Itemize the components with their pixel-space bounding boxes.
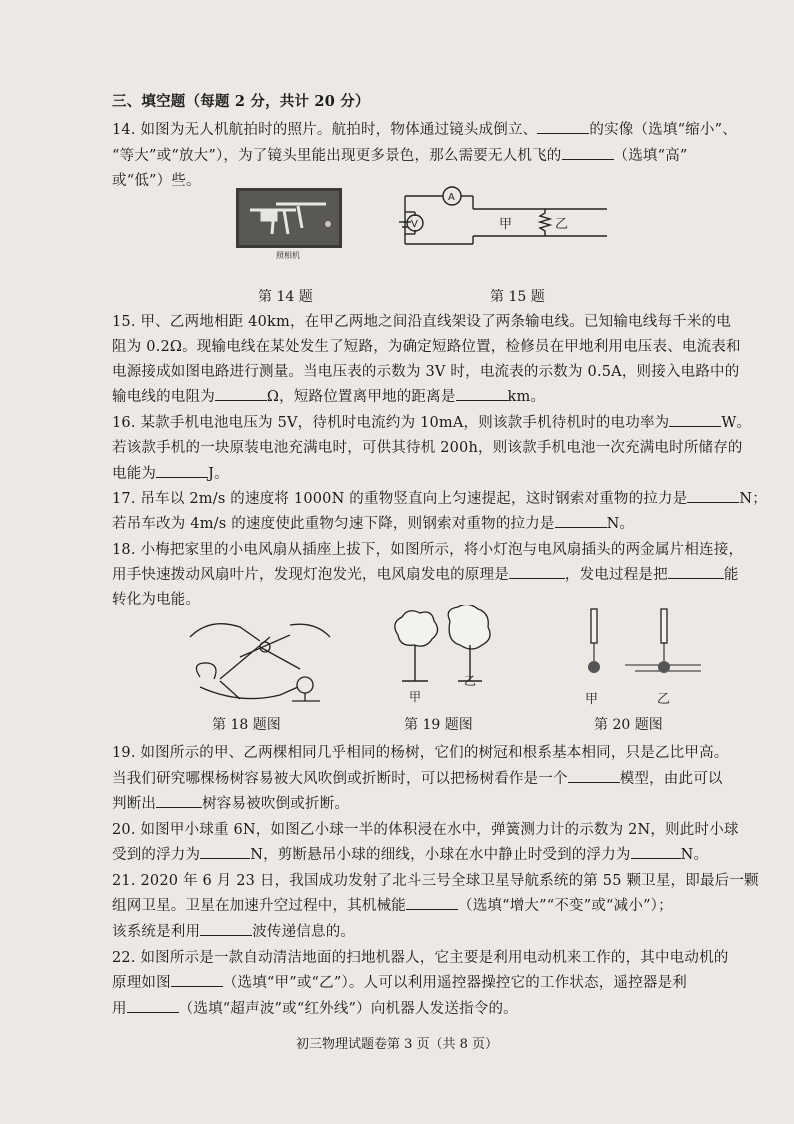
q19-line2 [112, 767, 723, 788]
caption-fig18: 第 18 题图 [212, 717, 281, 733]
q16-text: 16. 某款手机电池电压为 5V，待机时电流约为 10mA，则该款手机待机时的电功率为 [112, 415, 670, 431]
q17-line1 [112, 487, 767, 508]
q17-text: 若吊车改为 4m/s 的速度使此重物匀速下降，则钢索对重物的拉力是 [112, 516, 555, 532]
q16-text: W。 [721, 415, 752, 431]
q21-line2 [112, 894, 673, 915]
fig19-jia-label: 甲 [409, 690, 422, 704]
q22-text: 用 [112, 1001, 127, 1017]
q20-text: N，剪断悬吊小球的细线，小球在水中静止时受到的浮力为 [250, 847, 631, 863]
q22-text: （选填“甲”或“乙”）。人可以利用遥控器操控它的工作状态，遥控器是利 [222, 975, 688, 991]
q15-line2: 阻为 0.2Ω。现输电线在某处发生了短路，为确定短路位置，检修员在甲地利用电压表、电流表和 [112, 339, 741, 355]
q15-blank-2[interactable] [456, 386, 508, 401]
q20-text: 受到的浮力为 [112, 847, 201, 863]
q14-line3: 或“低”）些。 [112, 173, 201, 189]
q19-text: 树容易被吹倒或折断。 [202, 796, 350, 812]
q15-text: Ω，短路位置离甲地的距离是 [266, 389, 456, 405]
q16-text: 电能为 [112, 466, 157, 482]
q14-text: 的实像（选填“缩小”、 [589, 122, 737, 138]
q19-blank-1[interactable] [568, 768, 620, 783]
q19-text: 当我们研究哪棵杨树容易被大风吹倒或折断时，可以把杨树看作是一个 [112, 771, 568, 787]
q21-line3 [112, 920, 355, 941]
q19-text: 模型，由此可以 [619, 771, 723, 787]
q19-line3 [112, 792, 349, 813]
q22-blank-2[interactable] [127, 998, 179, 1013]
q22-blank-1[interactable] [171, 972, 223, 987]
q21-text: 组网卫星。卫星在加速升空过程中，其机械能 [112, 898, 406, 914]
q15-text: km。 [507, 389, 546, 405]
q14-text: （选填“高” [613, 148, 688, 164]
q18-text: 用手快速拨动风扇叶片，发现灯泡发光，电风扇发电的原理是 [112, 567, 509, 583]
q14-text: “等大”或“放大”），为了镜头里能出现更多景色，那么需要无人机飞的 [112, 148, 562, 164]
q17-text: N； [739, 491, 767, 507]
fig15-yi-label: 乙 [555, 217, 569, 232]
q22-line2 [112, 971, 687, 992]
q14-blank-1[interactable] [537, 119, 589, 134]
caption-fig15: 第 15 题 [490, 289, 545, 305]
fig18-fan-generator [180, 607, 340, 712]
q21-blank-2[interactable] [200, 921, 252, 936]
caption-fig20: 第 20 题图 [594, 717, 663, 733]
q17-text: 17. 吊车以 2m/s 的速度将 1000N 的重物竖直向上匀速提起，这时钢索对重物的拉力是 [112, 491, 688, 507]
q16-line2: 若该款手机的一块原装电池充满电时，可供其待机 200h，则该款手机电池一次充满电时所储存的 [112, 440, 743, 456]
q15-text: 输电线的电阻为 [112, 389, 215, 405]
q21-text: 波传递信息的。 [252, 924, 356, 940]
q17-text: N。 [606, 516, 635, 532]
q18-blank-1[interactable] [509, 564, 565, 579]
q21-blank-1[interactable] [406, 895, 458, 910]
q15-line3: 电源接成如图电路进行测量。当电压表的示数为 3V 时，电流表的示数为 0.5A，则接入电路中的 [112, 364, 740, 380]
q15-line1: 15. 甲、乙两地相距 40km，在甲乙两地之间沿直线架设了两条输电线。已知输电线每千米的电 [112, 314, 731, 330]
q20-line2 [112, 843, 708, 864]
q22-text: （选填“超声波”或“红外线”）向机器人发送指令的。 [178, 1001, 518, 1017]
q22-line1: 22. 如图所示是一款自动清洁地面的扫地机器人，它主要是利用电动机来工作的，其中电动机的 [112, 950, 729, 966]
q17-line2 [112, 512, 634, 533]
q18-line2 [112, 563, 739, 584]
q20-blank-1[interactable] [200, 844, 250, 859]
fig14-label: 照相机 [276, 251, 300, 260]
q17-blank-2[interactable] [555, 513, 607, 528]
q21-text: 该系统是利用 [112, 924, 201, 940]
page-footer: 初三物理试题卷第 3 页（共 8 页） [295, 1037, 499, 1052]
q14-text: 14. 如图为无人机航拍时的照片。航拍时，物体通过镜头成倒立、 [112, 122, 538, 138]
fig20-jia-label: 甲 [585, 692, 599, 707]
q18-text: 能 [723, 567, 739, 583]
fig14-drone-photo [236, 188, 342, 260]
q18-blank-2[interactable] [668, 564, 724, 579]
q20-text: N。 [680, 847, 709, 863]
q16-line1 [112, 411, 751, 432]
fig20-yi-label: 乙 [657, 692, 671, 707]
q22-text: 原理如图 [112, 975, 171, 991]
q19-text: 判断出 [112, 796, 157, 812]
q14-blank-2[interactable] [562, 145, 614, 160]
caption-fig14: 第 14 题 [258, 289, 313, 305]
q16-blank-2[interactable] [156, 463, 208, 478]
q16-text: J。 [208, 466, 229, 482]
section-heading: 三、填空题（每题 2 分，共计 20 分） [112, 93, 370, 110]
fig20-spring-scale [575, 605, 705, 715]
q21-line1: 21. 2020 年 6 月 23 日，我国成功发射了北斗三号全球卫星导航系统的第 55 颗卫星，即最后一颗 [112, 873, 759, 889]
fig15-jia-label: 甲 [499, 217, 513, 232]
fig19-two-trees [388, 605, 498, 715]
q15-line4 [112, 385, 545, 406]
q14-line1 [112, 118, 737, 139]
q20-line1: 20. 如图甲小球重 6N，如图乙小球一半的体积浸在水中，弹簧测力计的示数为 2N，则此时小球 [112, 822, 739, 838]
fig19-yi-label: 乙 [464, 674, 477, 688]
q18-line1: 18. 小梅把家里的小电风扇从插座上拔下，如图所示，将小灯泡与电风扇插头的两金属片相连接， [112, 542, 744, 558]
caption-fig19: 第 19 题图 [404, 717, 473, 733]
voltmeter-label: V [411, 219, 418, 230]
q16-blank-1[interactable] [669, 412, 721, 427]
ammeter-label: A [448, 192, 455, 203]
q18-text: ，发电过程是把 [564, 567, 668, 583]
q18-line3: 转化为电能。 [112, 592, 201, 608]
q19-blank-2[interactable] [156, 793, 202, 808]
q16-line3 [112, 462, 229, 483]
q14-line2 [112, 144, 688, 165]
q20-blank-2[interactable] [631, 844, 681, 859]
q19-line1: 19. 如图所示的甲、乙两棵相同几乎相同的杨树，它们的树冠和根系基本相同，只是乙比甲高。 [112, 745, 729, 761]
fig15-circuit [395, 182, 617, 262]
q21-text: （选填“增大”“不变”或“减小”）； [458, 898, 673, 914]
q22-line3 [112, 997, 518, 1018]
q15-blank-1[interactable] [215, 386, 267, 401]
q17-blank-1[interactable] [687, 488, 739, 503]
